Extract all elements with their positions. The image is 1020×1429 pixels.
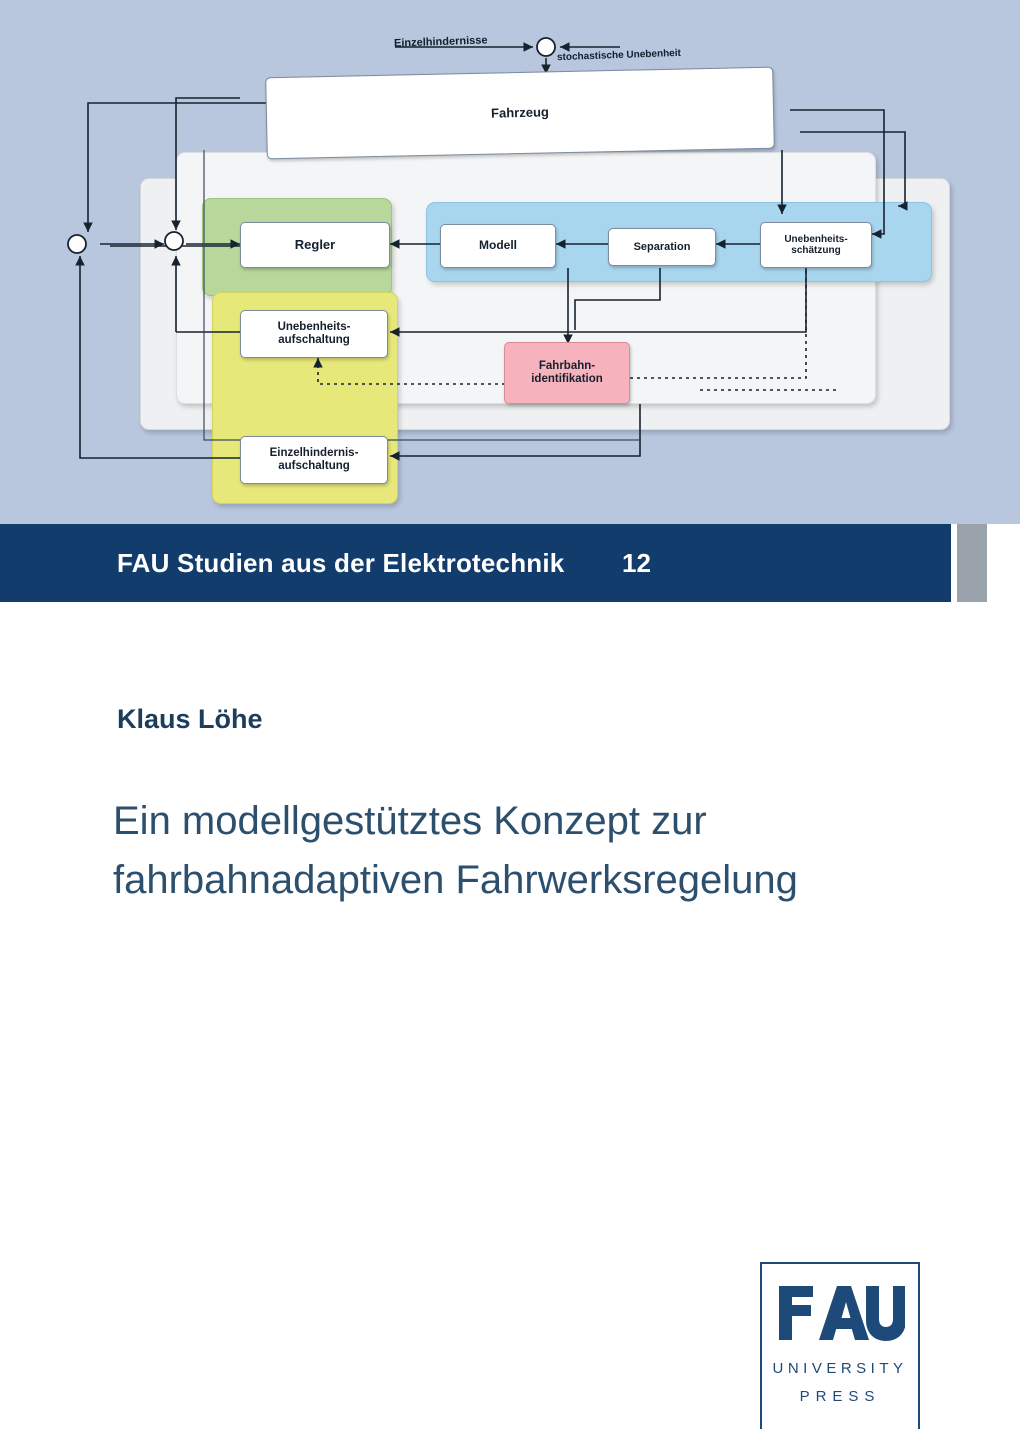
figure-box-regler (240, 222, 390, 268)
figure-box-unebenheitsschaetzung-line2: schätzung (791, 245, 841, 256)
figure-label-stochastische-unebenheit: stochastische Unebenheit (556, 47, 682, 64)
series-band-accent (957, 524, 987, 602)
author-name: Klaus Löhe (117, 704, 263, 734)
figure-box-separation (608, 228, 716, 266)
cover-figure (0, 0, 1020, 524)
series-number: 12 (622, 548, 651, 578)
figure-box-fahrbahnidentifikation-line1: Fahrbahn- (538, 360, 596, 373)
figure-box-unebenheitsschaetzung (760, 222, 872, 268)
figure-box-fahrbahnidentifikation-line2: identifikation (531, 373, 603, 385)
figure-box-unebenheitsschaetzung-line1: Unebenheits- (784, 234, 848, 245)
figure-box-fahrzeug (265, 67, 775, 160)
figure-box-modell (440, 224, 556, 268)
series-title: FAU Studien aus der Elektrotechnik (117, 548, 565, 578)
fau-wordmark-glyphs (775, 1282, 905, 1344)
figure-box-einzelhindernisaufschaltung-line2: aufschaltung (278, 460, 350, 472)
fau-university-press-logo (760, 1262, 920, 1429)
figure-box-separation-label: Separation (633, 240, 691, 253)
figure-box-unebenheitsaufschaltung-line1: Unebenheits- (277, 321, 351, 334)
figure-box-unebenheitsaufschaltung (240, 310, 388, 358)
book-title: Ein modellgestütztes Konzept zur fahrbahnadaptiven Fahrwerksregelung (113, 799, 798, 903)
logo-line-university: UNIVERSITY (772, 1360, 908, 1377)
logo-line-press: PRESS (799, 1388, 881, 1405)
figure-label-einzelhindernisse: Einzelhindernisse (393, 34, 488, 50)
figure-box-einzelhindernisaufschaltung (240, 436, 388, 484)
fau-wordmark (762, 1282, 918, 1349)
figure-box-regler-label: Regler (294, 236, 336, 252)
figure-box-modell-label: Modell (479, 238, 517, 253)
figure-box-fahrzeug-label: Fahrzeug (490, 104, 550, 121)
figure-box-fahrbahnidentifikation (504, 342, 630, 404)
figure-box-einzelhindernisaufschaltung-line1: Einzelhindernis- (269, 447, 359, 460)
figure-box-unebenheitsaufschaltung-line2: aufschaltung (278, 334, 350, 346)
